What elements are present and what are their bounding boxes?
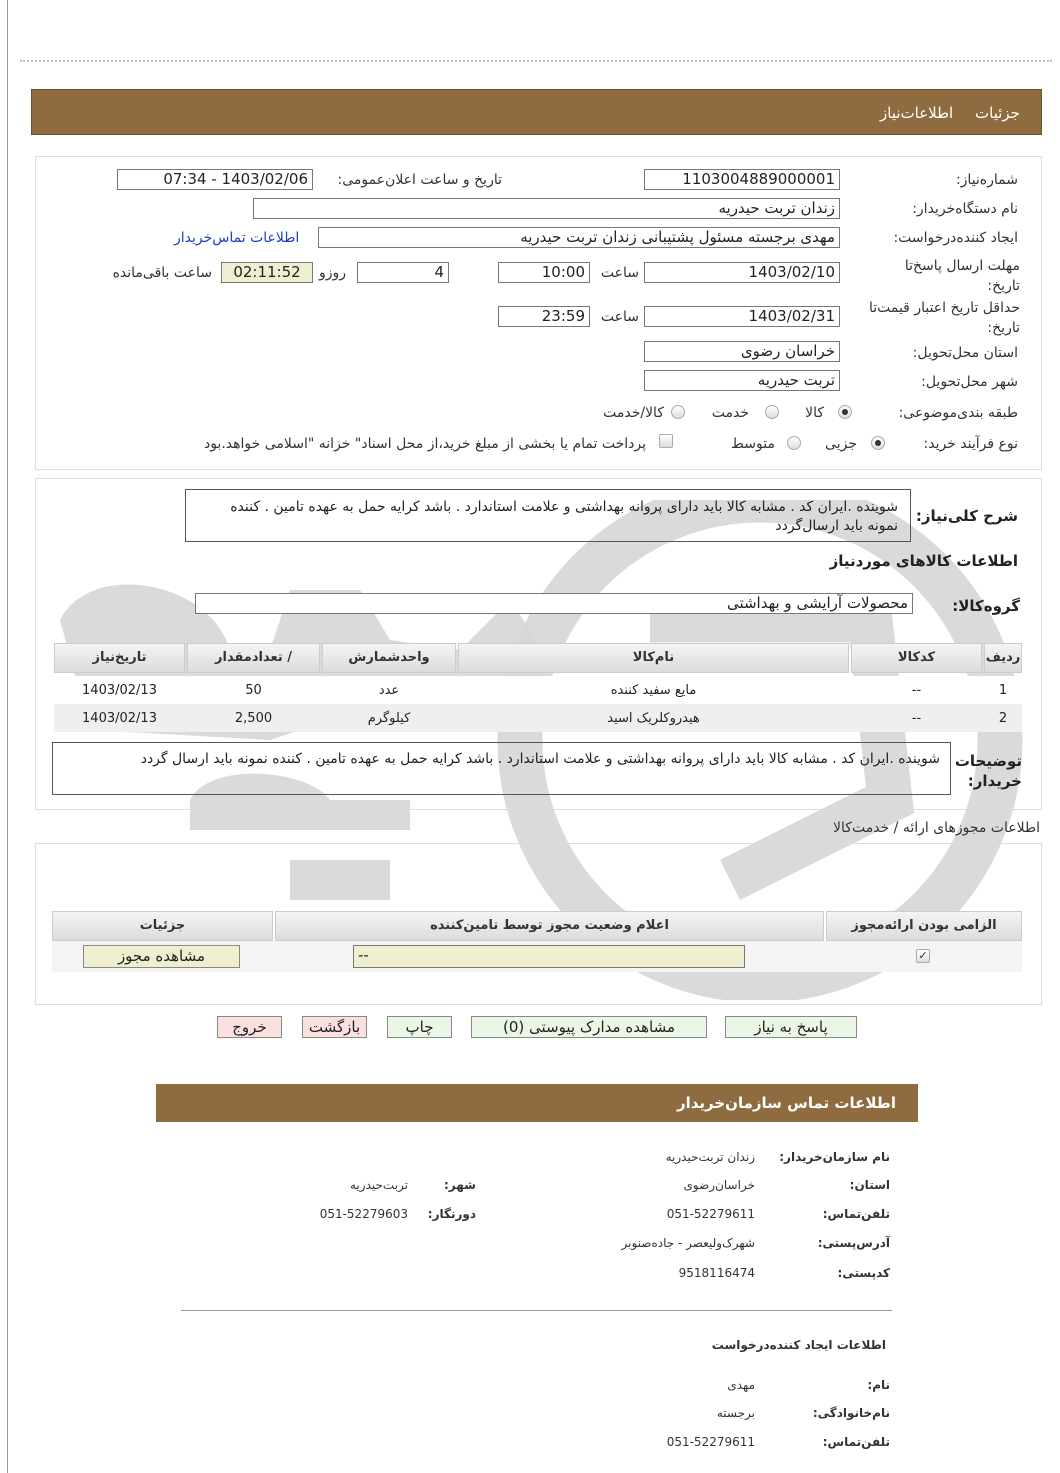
creator-info-title: اطلاعات ایجاد کننده‌درخواست <box>711 1338 886 1352</box>
exit-button[interactable]: خروج <box>217 1016 282 1038</box>
name-label: نام: <box>867 1378 890 1392</box>
province-label: استان محل‌تحویل: <box>912 345 1018 361</box>
col-name: نام‌کالا <box>458 643 849 673</box>
radio-goods-label: کالا <box>805 405 824 421</box>
deadline-hour-label: ساعت <box>600 265 639 281</box>
family-value: برجسته <box>716 1406 755 1420</box>
group-label: گروه‌کالا: <box>952 597 1020 615</box>
need-number-label: شماره‌نیاز: <box>955 172 1018 188</box>
need-number-field: 1103004889000001 <box>644 169 840 190</box>
radio-partial[interactable] <box>871 436 885 450</box>
fax-value: 051-52279603 <box>319 1207 408 1221</box>
org-value: زندان تربت‌حیدریه <box>665 1150 755 1164</box>
row2-code: -- <box>911 711 922 726</box>
remaining-label: ساعت باقی‌مانده <box>112 265 212 281</box>
family-label: نام‌خانوادگی: <box>812 1406 890 1420</box>
validity-label: حداقل تاریخ اعتبار قیمت‌تا تاریخ: <box>868 300 1020 336</box>
buyer-org-label: نام دستگاه‌خریدار: <box>912 201 1018 217</box>
address-value: شهرک‌ولیعصر - جاده‌صنوبر <box>621 1236 755 1250</box>
col-license-required: الزامی بودن ارائه‌مجوز <box>826 911 1022 941</box>
province-contact-label: استان: <box>849 1178 890 1192</box>
buyer-org-field: زندان تربت حیدریه <box>253 198 840 219</box>
license-status-field: -- <box>353 945 745 968</box>
print-button[interactable]: چاپ <box>387 1016 452 1038</box>
back-button[interactable]: بازگشت <box>302 1016 367 1038</box>
deadline-date-field: 1403/02/10 <box>644 262 840 283</box>
col-row-number: ردیف <box>984 643 1022 673</box>
announce-label: تاریخ و ساعت اعلان‌عمومی: <box>337 172 502 188</box>
row2-quantity: 2,500 <box>234 711 273 726</box>
left-border <box>7 0 8 1473</box>
deadline-time-field: 10:00 <box>498 262 590 283</box>
remaining-time-field: 02:11:52 <box>221 262 313 283</box>
radio-goods[interactable] <box>838 405 852 419</box>
city-contact-value: تربت‌حیدریه <box>350 1178 408 1192</box>
reply-button[interactable]: پاسخ به نیاز <box>725 1016 857 1038</box>
row2-unit: کیلوگرم <box>367 711 411 726</box>
row1-unit: عدد <box>378 683 400 698</box>
radio-medium[interactable] <box>787 436 801 450</box>
radio-partial-label: جزیی <box>825 436 857 452</box>
top-dotted-line <box>20 60 1052 62</box>
radio-service-label: خدمت <box>711 405 749 421</box>
col-license-details: جزئیات <box>52 911 273 941</box>
tab-need-info[interactable]: اطلاعات‌نیاز <box>880 104 954 122</box>
group-field: محصولات آرایشی و بهداشتی <box>195 593 913 614</box>
summary-box: شوینده .ایران کد . مشابه کالا باید دارای پروانه بهداشتی و علامت استاندارد . باشد کرایه حمل به عهده تامین . کننده نمونه باید ارسال‌گردد <box>185 489 911 542</box>
radio-service[interactable] <box>765 405 779 419</box>
radio-goods-service[interactable] <box>671 405 685 419</box>
col-date: تاریخ‌نیاز <box>54 643 185 673</box>
creator-phone-label: تلفن‌تماس: <box>822 1435 890 1449</box>
province-field: خراسان رضوی <box>644 341 840 362</box>
buyer-contact-link[interactable]: اطلاعات تماس‌خریدار <box>174 230 300 246</box>
creator-label: ایجاد کننده‌درخواست: <box>893 230 1018 246</box>
col-code: کدکالا <box>851 643 982 673</box>
attachments-button[interactable]: مشاهده مدارک پیوستی (0) <box>471 1016 707 1038</box>
phone-label: تلفن‌تماس: <box>822 1207 890 1221</box>
org-label: نام سازمان‌خریدار: <box>779 1150 890 1164</box>
license-title: اطلاعات مجوزهای ارائه / خدمت‌کالا <box>833 820 1040 836</box>
postal-value: 9518116474 <box>678 1266 755 1280</box>
row1-quantity: 50 <box>245 683 262 698</box>
name-value: مهدی <box>727 1378 755 1392</box>
contact-divider <box>181 1310 892 1311</box>
city-label: شهر محل‌تحویل: <box>921 374 1018 390</box>
creator-phone-value: 051-52279611 <box>666 1435 755 1449</box>
process-label: نوع فرآیند خرید: <box>923 436 1018 452</box>
days-label: روزو <box>318 265 346 281</box>
view-license-button[interactable]: مشاهده مجوز <box>83 945 240 968</box>
phone-value: 051-52279611 <box>666 1207 755 1221</box>
creator-field: مهدی برجسته مسئول پشتیبانی زندان تربت حیدریه <box>318 227 840 248</box>
col-quantity: / تعدادمقدار <box>187 643 320 673</box>
col-unit: واحدشمارش <box>322 643 456 673</box>
fax-label: دورنگار: <box>427 1207 476 1221</box>
license-required-checkbox: ✓ <box>916 949 930 963</box>
validity-date-field: 1403/02/31 <box>644 306 840 327</box>
province-contact-value: خراسان‌رضوی <box>683 1178 755 1192</box>
address-label: آدرس‌پستی: <box>817 1236 890 1250</box>
tab-details[interactable]: جزئیات <box>975 104 1020 122</box>
city-field: تربت حیدریه <box>644 370 840 391</box>
payment-checkbox[interactable] <box>659 434 673 448</box>
row2-number: 2 <box>998 711 1008 726</box>
validity-time-field: 23:59 <box>498 306 590 327</box>
days-field: 4 <box>357 262 449 283</box>
payment-note: پرداخت تمام یا بخشی از مبلغ خرید،از محل اسناد" خزانه "اسلامی خواهد.بود <box>203 436 646 452</box>
row1-name: مایع سفید کننده <box>610 683 697 698</box>
row1-code: -- <box>911 683 922 698</box>
city-contact-label: شهر: <box>444 1178 476 1192</box>
contact-header-title: اطلاعات تماس سازمان‌خریدار <box>676 1094 896 1112</box>
row2-date: 1403/02/13 <box>82 711 157 726</box>
category-label: طبقه بندی‌موضوعی: <box>898 405 1018 421</box>
radio-medium-label: متوسط <box>731 436 775 452</box>
announce-field: 1403/02/06 - 07:34 <box>117 169 313 190</box>
row2-name: هیدروکلریک اسید <box>607 711 700 726</box>
deadline-label: مهلت ارسال پاسخ‌تا تاریخ: <box>904 258 1020 294</box>
summary-label: شرح کلی‌نیاز: <box>915 507 1018 525</box>
radio-goods-service-label: کالا/خدمت <box>603 405 664 421</box>
row1-number: 1 <box>998 683 1008 698</box>
goods-info-title: اطلاعات کالاهای موردنیاز <box>829 552 1018 570</box>
postal-label: کدپستی: <box>837 1266 890 1280</box>
validity-hour-label: ساعت <box>600 309 639 325</box>
buyer-notes-label: توضیحات خریدار: <box>954 752 1022 790</box>
buyer-notes-box: شوینده .ایران کد . مشابه کالا باید دارای پروانه بهداشتی و علامت استاندارد . باشد کرایه حمل به عهده تامین . کننده نمونه باید ارسال گردد <box>52 742 951 795</box>
col-license-status: اعلام وضعیت مجوز توسط تامین‌کننده <box>275 911 824 941</box>
row1-date: 1403/02/13 <box>82 683 157 698</box>
